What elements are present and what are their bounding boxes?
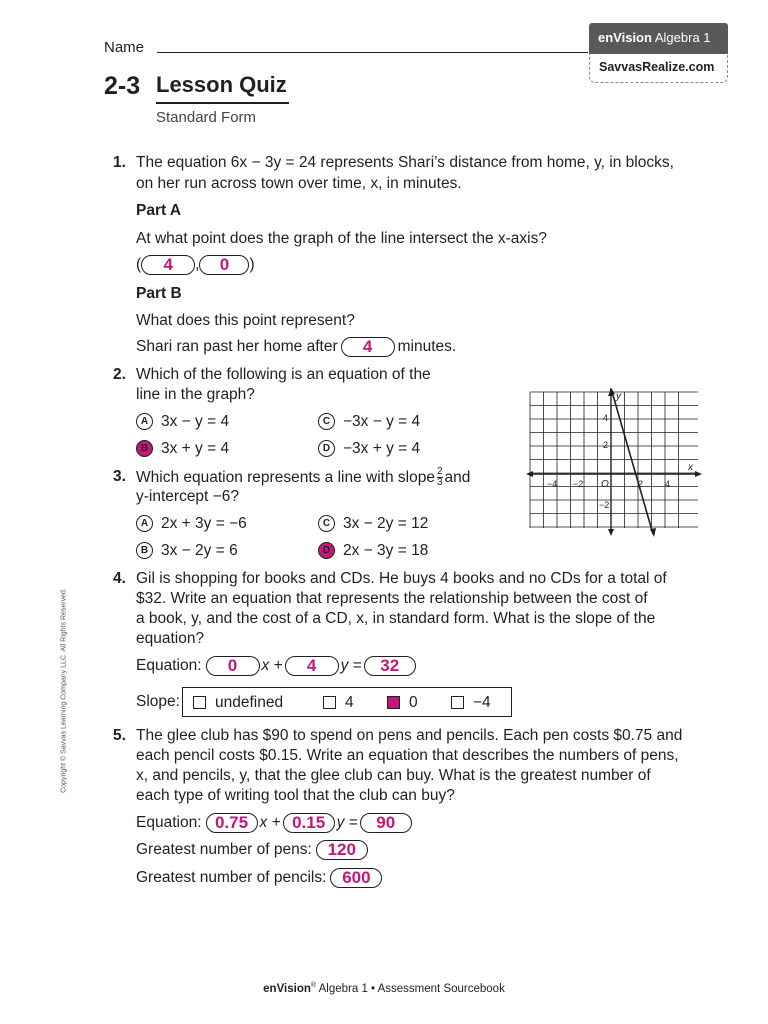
choice-text: 3x − y = 4 [161,413,230,430]
q3-number: 3. [113,468,126,485]
x-tick-2: 2 [638,479,644,489]
q5-pencils-row [136,868,382,888]
q3-line2: y-intercept −6? [136,488,239,505]
q5-y-term: y = [336,814,358,831]
q1-part-a-label: Part A [136,202,182,219]
q4-answer-a[interactable]: 0 [206,656,260,676]
y-tick-4: 4 [603,413,609,423]
fraction-numerator: 2 [436,466,443,477]
site-url[interactable]: SavvasRealize.com [599,60,715,74]
choice-text: 3x + y = 4 [161,440,230,457]
q2-number: 2. [113,366,126,383]
q4-y-term: y = [340,657,362,674]
q2-choice-b[interactable] [136,439,229,459]
q4-line3: a book, y, and the cost of a CD, x, in standard form. What is the slope of the [136,610,656,627]
slope-option-4[interactable] [323,693,354,713]
q5-equation-label: Equation: [136,814,202,831]
q2-line1: Which of the following is an equation of the [136,366,431,383]
origin-label: O [601,479,609,490]
y-tick-neg2: −2 [599,500,610,510]
q1-answer-y[interactable]: 0 [199,255,249,275]
comma: , [195,256,200,273]
graph-line-arrow-top [609,388,615,395]
q1-part-b-answer[interactable]: 4 [341,337,395,357]
q3-choice-d[interactable] [318,541,428,561]
page-title: Lesson Quiz [156,72,287,97]
q1-line1: The equation 6x − 3y = 24 represents Shari’s distance from home, y, in blocks, [136,154,674,171]
q3-choice-a[interactable] [136,514,247,534]
q4-x-term: x + [261,657,283,674]
q5-line4: each type of writing tool that the club can buy? [136,787,455,804]
q4-slope-label: Slope: [136,693,180,710]
option-label: undefined [215,694,284,711]
q5-equation-row [136,813,412,833]
choice-letter-d-selected: D [318,542,335,559]
q5-pens-row [136,840,368,860]
site-box [589,54,728,83]
choice-letter-a: A [136,515,153,532]
choice-text: 2x − 3y = 18 [343,542,429,559]
choice-text: 3x − 2y = 6 [161,542,238,559]
name-label: Name [104,39,145,56]
choice-letter-c: C [318,413,335,430]
open-paren: ( [136,256,142,273]
q5-number: 5. [113,727,126,744]
q1-part-a-question: At what point does the graph of the line intersect the x-axis? [136,230,547,247]
footer: enVision® Algebra 1 • Assessment Sourcebook [263,982,505,995]
choice-letter-d: D [318,440,335,457]
q5-pencils-label: Greatest number of pencils: [136,869,327,886]
q2-choice-c[interactable] [318,412,420,432]
checkbox-checked[interactable] [387,696,400,709]
y-axis-arrow-bottom [608,529,614,536]
q4-line2: $32. Write an equation that represents the relationship between the cost of [136,590,648,607]
x-tick-neg4: −4 [547,479,558,489]
graph-line [612,390,654,534]
q3-line1-post: and [444,468,471,486]
q5-pens-answer[interactable]: 120 [316,840,368,860]
q5-answer-a[interactable]: 0.75 [206,813,258,833]
q2-line2: line in the graph? [136,386,255,403]
name-line[interactable] [157,52,588,53]
lesson-number: 2-3 [104,72,141,100]
q1-part-b-label: Part B [136,285,182,302]
q5-line2: each pencil costs $0.15. Write an equation that describes the numbers of pens, [136,747,679,764]
graph-line-arrow-bottom [650,528,656,537]
coordinate-graph [524,388,704,538]
q4-answer-b[interactable]: 4 [285,656,339,676]
q4-line1: Gil is shopping for books and CDs. He buys 4 books and no CDs for a total of [136,570,667,587]
q5-pencils-answer[interactable]: 600 [330,868,382,888]
q5-answer-b[interactable]: 0.15 [283,813,335,833]
x-axis-arrow-right [695,471,702,477]
choice-letter-b: B [136,542,153,559]
checkbox[interactable] [451,696,464,709]
footer-text: Algebra 1 • Assessment Sourcebook [316,982,505,995]
fraction-denominator: 3 [436,477,443,488]
x-tick-neg2: −2 [573,479,584,489]
slope-option-0[interactable] [387,693,418,713]
checkbox[interactable] [193,696,206,709]
choice-text: 3x − 2y = 12 [343,515,429,532]
slope-option-neg4[interactable] [451,693,491,713]
q4-line4: equation? [136,630,205,647]
page-subtitle: Standard Form [156,109,257,126]
y-tick-2: 2 [603,440,609,450]
q5-line1: The glee club has $90 to spend on pens and pencils. Each pen costs $0.75 and [136,727,683,744]
slope-option-undefined[interactable] [193,693,283,713]
choice-letter-a: A [136,413,153,430]
close-paren: ) [249,256,255,273]
q4-equation-label: Equation: [136,657,202,674]
q2-choice-d[interactable] [318,439,420,459]
slope-fraction [437,467,443,488]
q3-choice-c[interactable] [318,514,428,534]
x-tick-4: 4 [665,479,671,489]
choice-text: −3x + y = 4 [343,440,421,457]
q4-answer-c[interactable]: 32 [364,656,416,676]
q5-x-term: x + [259,814,281,831]
brand-subtitle: Algebra 1 [654,30,711,45]
choice-text: −3x − y = 4 [343,413,421,430]
brand-name: enVision [598,30,652,45]
q4-equation-row [136,656,416,676]
q1-line2: on her run across town over time, x, in minutes. [136,175,462,192]
q5-answer-c[interactable]: 90 [360,813,412,833]
option-label: 0 [409,694,418,711]
q1-part-a-answer-row [136,255,255,275]
q1-part-b-pre: Shari ran past her home after [136,338,338,355]
q1-part-b-question: What does this point represent? [136,312,355,329]
option-label: 4 [345,694,354,711]
q3-line1 [136,467,470,488]
q1-part-b-answer-row [136,337,456,357]
checkbox[interactable] [323,696,336,709]
q3-line1-pre: Which equation represents a line with slope [136,468,435,486]
copyright-note: Copyright © Savvas Learning Company LLC. All Rights Reserved. [60,588,68,793]
q1-number: 1. [113,154,126,171]
q3-choice-b[interactable] [136,541,238,561]
slope-options-box [182,687,512,717]
choice-letter-c: C [318,515,335,532]
title-underline [156,102,289,104]
q5-line3: x, and pencils, y, that the glee club can buy. What is the greatest number of [136,767,651,784]
q2-choice-a[interactable] [136,412,229,432]
brand-banner [589,23,728,54]
choice-letter-b-selected: B [136,440,153,457]
q5-pens-label: Greatest number of pens: [136,841,312,858]
choice-text: 2x + 3y = −6 [161,515,247,532]
x-axis-label: x [688,462,693,473]
option-label: −4 [473,694,491,711]
y-axis-label: y [616,391,621,402]
q1-answer-x[interactable]: 4 [141,255,195,275]
q4-number: 4. [113,570,126,587]
footer-brand: enVision [263,982,311,995]
x-axis-arrow-left [526,471,533,477]
q1-part-b-post: minutes. [397,338,457,355]
